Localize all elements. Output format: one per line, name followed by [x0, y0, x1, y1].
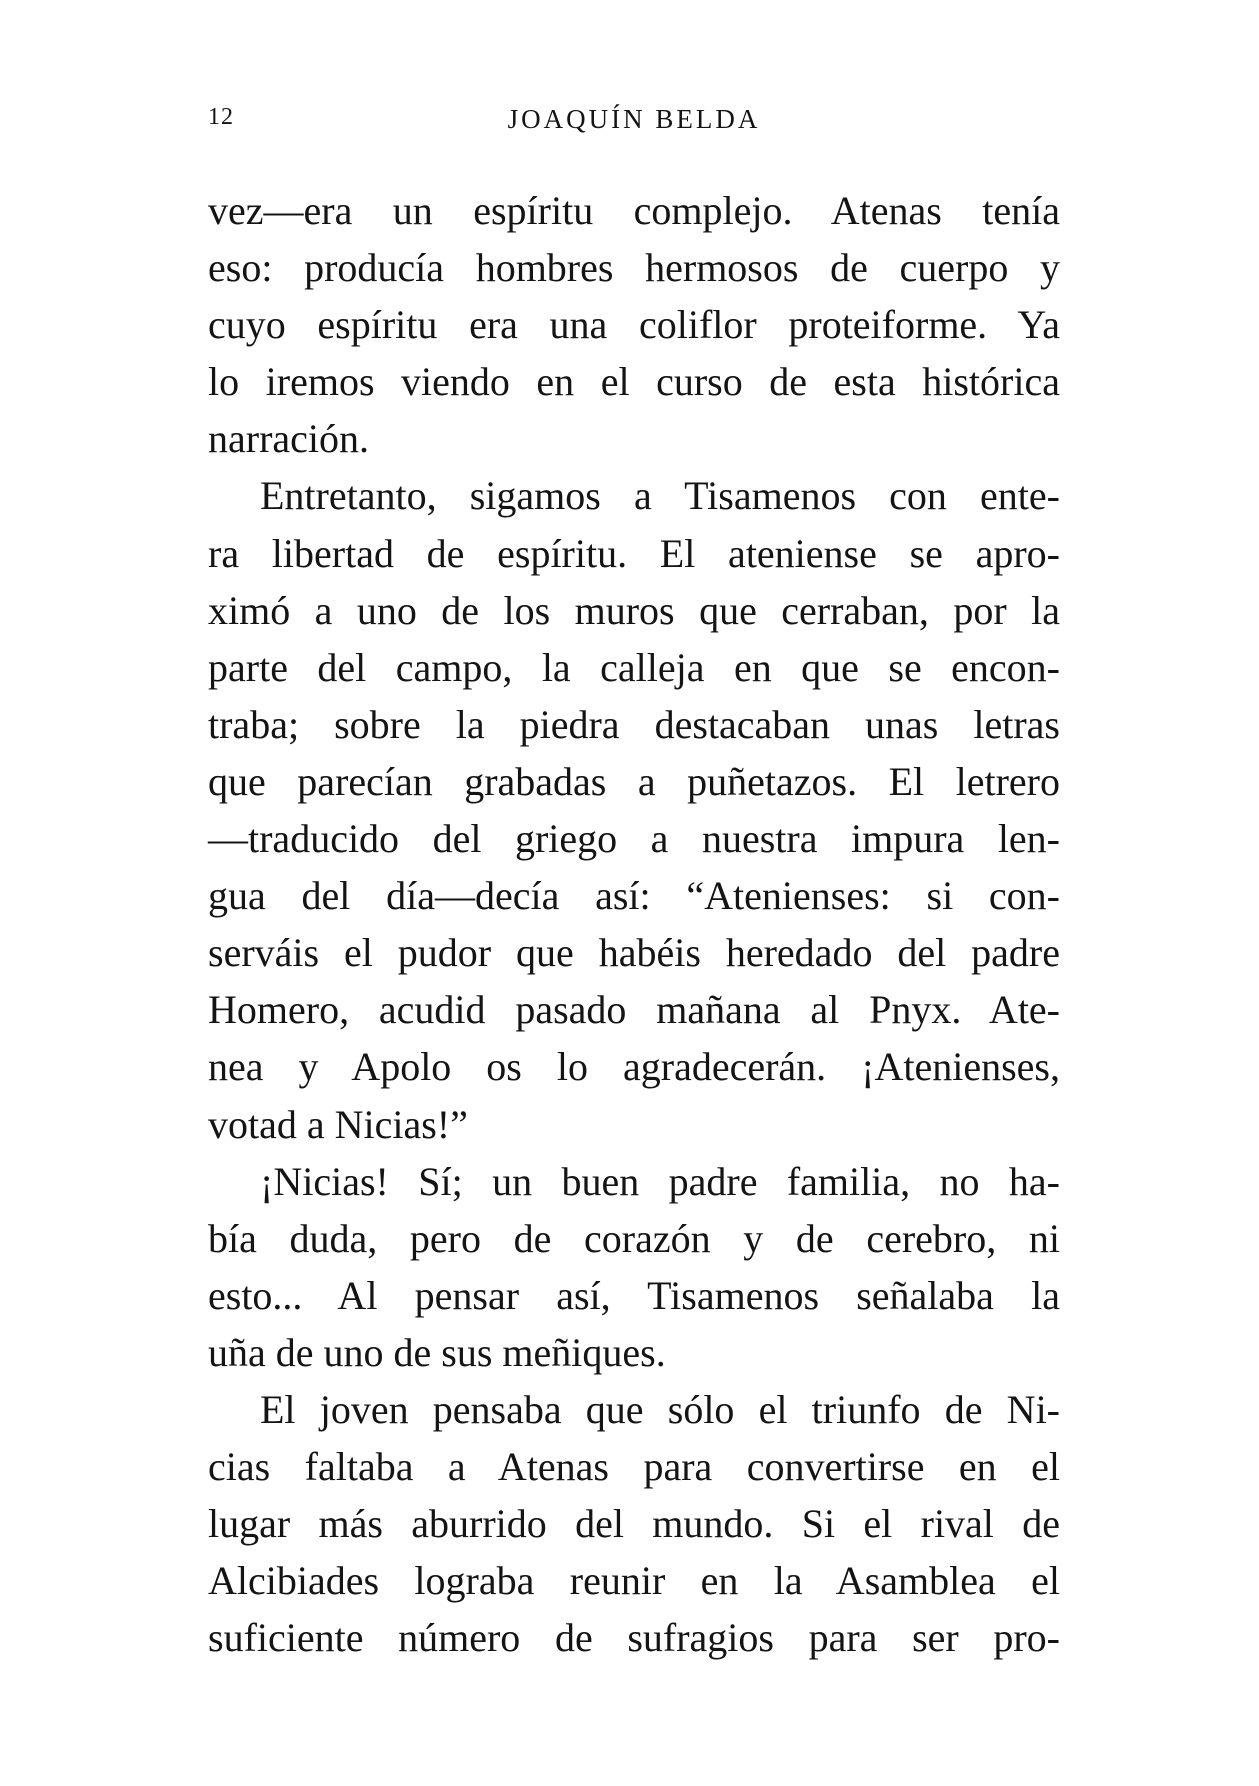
text-line: ¡Nicias! Sí; un buen padre familia, no ha-	[260, 1158, 1060, 1204]
text-line: suficiente número de sufragios para ser pro-	[208, 1615, 1060, 1661]
text-line: cuyo espíritu era una coliflor proteiforme. Ya	[208, 302, 1060, 348]
text-line: —traducido del griego a nuestra impura len-	[208, 816, 1060, 862]
running-title: JOAQUÍN BELDA	[507, 104, 761, 134]
text-line: ximó a uno de los muros que cerraban, por la	[208, 587, 1060, 633]
text-line: Entretanto, sigamos a Tisamenos con ente-	[260, 473, 1060, 519]
text-line: parte del campo, la calleja en que se encon-	[208, 644, 1060, 690]
text-line: bía duda, pero de corazón y de cerebro, ni	[208, 1215, 1060, 1261]
text-line: cias faltaba a Atenas para convertirse en el	[208, 1444, 1060, 1490]
text-line: vez—era un espíritu complejo. Atenas tenía	[208, 188, 1060, 233]
text-line: nea y Apolo os lo agradecerán. ¡Atenienses,	[208, 1044, 1060, 1090]
text-line: votad a Nicias!”	[208, 1101, 468, 1147]
body-text	[208, 182, 1060, 1666]
text-line: eso: producía hombres hermosos de cuerpo y	[208, 245, 1060, 291]
text-line: narración.	[208, 416, 370, 462]
text-line: lugar más aburrido del mundo. Si el rival de	[208, 1501, 1060, 1547]
text-line: esto... Al pensar así, Tisamenos señalaba la	[208, 1272, 1060, 1318]
text-line: uña de uno de sus meñiques.	[208, 1329, 666, 1375]
text-line: que parecían grabadas a puñetazos. El letrero	[208, 758, 1060, 804]
text-line: traba; sobre la piedra destacaban unas letras	[208, 701, 1060, 747]
text-line: Homero, acudid pasado mañana al Pnyx. Ate-	[208, 987, 1060, 1033]
text-line: Alcibiades lograba reunir en la Asamblea el	[208, 1558, 1060, 1604]
page-number: 12	[208, 104, 234, 130]
text-line: El joven pensaba que sólo el triunfo de Ni-	[260, 1386, 1060, 1432]
text-line: gua del día—decía así: “Atenienses: si con-	[208, 873, 1060, 919]
text-line: ra libertad de espíritu. El ateniense se apro-	[208, 530, 1060, 576]
page-header	[208, 104, 1060, 144]
text-line: serváis el pudor que habéis heredado del padre	[208, 930, 1060, 976]
text-line: lo iremos viendo en el curso de esta histórica	[208, 359, 1060, 405]
